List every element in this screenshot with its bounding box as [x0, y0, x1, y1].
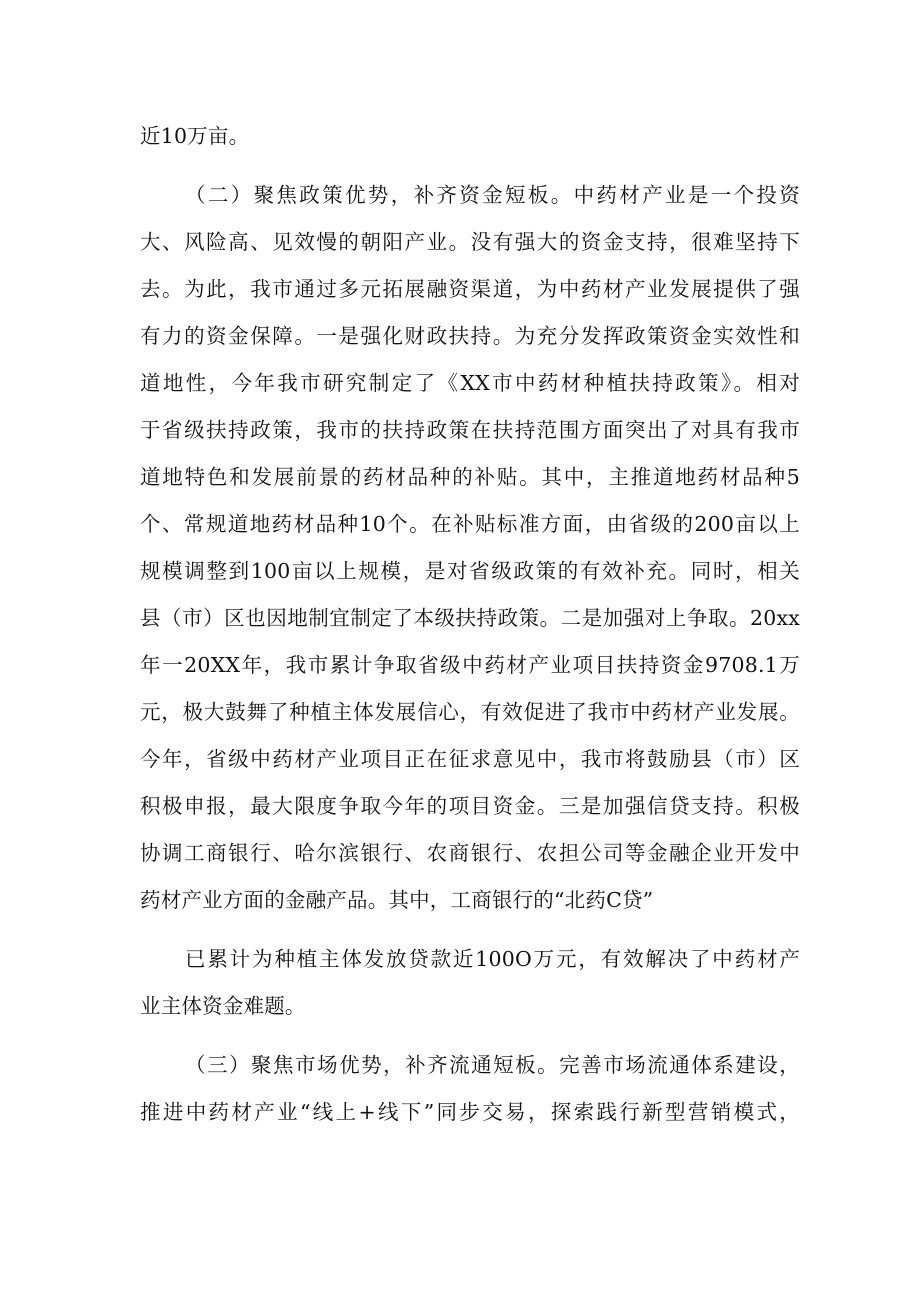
text-line: 元，极大鼓舞了种植主体发展信心，有效促进了我市中药材产业发展。	[140, 700, 800, 724]
paragraph-first-line: （二）聚焦政策优势，补齐资金短板。中药材产业是一个投资	[185, 183, 800, 207]
text-line: 今年，省级中药材产业项目正在征求意见中，我市将鼓励县（市）区	[140, 747, 800, 771]
text-line: 年一20XX年，我市累计争取省级中药材产业项目扶持资金9708.1万	[140, 653, 800, 677]
text-line: 近10万亩。	[140, 124, 250, 148]
text-line: 县（市）区也因地制宜制定了本级扶持政策。二是加强对上争取。20xx	[140, 606, 800, 630]
text-line: 有力的资金保障。一是强化财政扶持。为充分发挥政策资金实效性和	[140, 324, 800, 348]
text-line: 协调工商银行、哈尔滨银行、农商银行、农担公司等金融企业开发中	[140, 841, 800, 865]
text-line: 个、常规道地药材品种10个。在补贴标准方面，由省级的200亩以上	[140, 512, 800, 536]
text-line: 大、风险高、见效慢的朝阳产业。没有强大的资金支持，很难坚持下	[140, 230, 800, 254]
paragraph-first-line: （三）聚焦市场优势，补齐流通短板。完善市场流通体系建设，	[185, 1053, 800, 1077]
text-line: 积极申报，最大限度争取今年的项目资金。三是加强信贷支持。积极	[140, 794, 800, 818]
text-line: 业主体资金难题。	[140, 994, 306, 1018]
text-line: 道地特色和发展前景的药材品种的补贴。其中，主推道地药材品种5	[140, 465, 800, 489]
text-line: 道地性，今年我市研究制定了《XX市中药材种植扶持政策》。相对	[140, 371, 800, 395]
text-line: 去。为此，我市通过多元拓展融资渠道，为中药材产业发展提供了强	[140, 277, 800, 301]
text-line: 规模调整到100亩以上规模，是对省级政策的有效补充。同时，相关	[140, 559, 800, 583]
text-line: 药材产业方面的金融产品。其中，工商银行的“北药C贷”	[140, 888, 654, 912]
text-line: 推进中药材产业“线上+线下”同步交易，探索践行新型营销模式，	[140, 1100, 800, 1124]
text-line: 于省级扶持政策，我市的扶持政策在扶持范围方面突出了对具有我市	[140, 418, 800, 442]
paragraph-first-line: 已累计为种植主体发放贷款近100O万元，有效解决了中药材产	[185, 947, 800, 971]
